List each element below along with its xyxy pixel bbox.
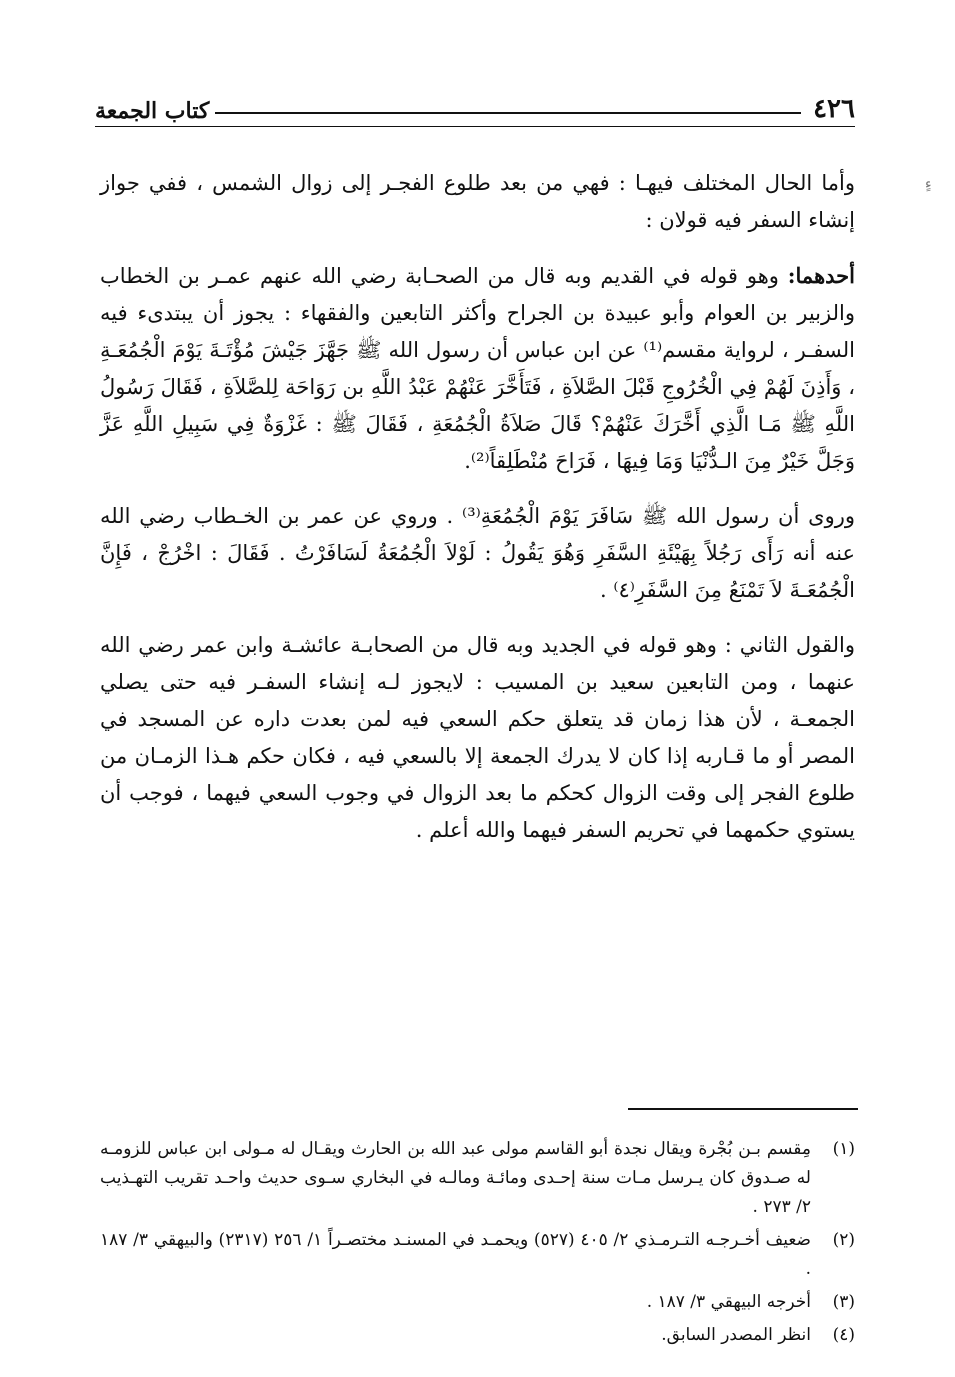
footnote-divider xyxy=(628,1108,858,1110)
running-title: كتاب الجمعة xyxy=(95,98,210,124)
footnote-text: انظر المصدر السابق. xyxy=(661,1325,811,1345)
page-number: ٤٢٦ xyxy=(813,94,855,124)
paragraph-2-lead: أحدهما: xyxy=(787,263,855,288)
page-header xyxy=(95,84,855,124)
footnote-text: أخرجه البيهقي ٣/ ١٨٧ . xyxy=(646,1292,811,1312)
footnote-marker: (١) xyxy=(832,1139,855,1159)
paragraph-2-text: وهو قوله في القديم وبه قال من الصحـابة رضي الله عنهم عمـر بن الخطاب والزبير بن العوام وأبو عبيدة بن الجراح وأكثر التابعين والفقهاء : يجوز أن يبتدىء فيه السفـر ، لرواية مقسم⁽¹⁾ عن ابن عباس أن رسول الله ﷺ جَهَّزَ جَيْشَ مُؤْتَـةَ يَوْمَ الْجُمُعَـةِ ، وَأَذِنَ لَهُمْ فِي الْخُرُوجِ قَبْلَ الصَّلاَةِ ، فَتَأَخَّرَ عَنْهُمْ عَبْدُ اللَّهِ بن رَوَاحَة لِلصَّلاَةِ ، فَقَالَ رَسُولُ اللَّهِ ﷺ مَـا الَّذِي أَخَّرَكَ عَنْهُمْ؟ قَالَ صَلاَةُ الْجُمُعَةِ ، فَقَالَ ﷺ : غَزْوَةٌ فِي سَبِيلِ اللَّهِ عَزَّ وَجَلَّ خَيْرٌ مِنَ الـدُّنْيَا وَمَا فِيهَا ، فَرَاحَ مُنْطَلِقاً⁽²⁾. xyxy=(100,264,855,473)
paragraph-2 xyxy=(100,257,855,480)
paragraph-3: وروى أن رسول الله ﷺ سَافَرَ يَوْمَ الْجُمُعَةِ⁽³⁾ . وروي عن عمر بن الخـطاب رضي الله عنه أنه رَأَى رَجُلاً بِهَيْئَةِ السَّفَرِ وَهُوَ يَقُولُ : لَوْلاَ الْجُمُعَةُ لَسَافَرْتُ . فَقَالَ : اخْرُجْ ، فَإِنَّ الْجُمُعَـةَ لاَ تَمْنَعُ مِنَ السَّفَرِ⁽٤⁾ . xyxy=(100,504,855,602)
paragraph-4: والقول الثاني : وهو قوله في الجديد وبه قال من الصحابـة عائشـة وابن عمر رضي الله عنهما ، ومن التابعين سعيد بن المسيب : لايجوز لـه إنشاء السفـر فيه حتى يصلي الجمعـة ، لأن هذا زمان قد يتعلق حكم السعي فيه لمن بعدت داره عن المسجد في المصر أو ما قـاربه إذا كان لا يدرك الجمعة إلا بالسعي فيه ، فكان حكم هـذا الزمـان من طلوع الفجر إلى وقت الزوال كحكم ما بعد الزوال في وجوب السعي فيهما ، فوجب أن يستوي حكمهما في تحريم السفر فيهما والله أعلم . xyxy=(100,633,855,842)
footnote-item xyxy=(100,1288,855,1317)
footnotes xyxy=(100,1135,855,1354)
footnote-marker: (٣) xyxy=(832,1292,855,1312)
footnote-marker: (٤) xyxy=(832,1325,855,1345)
paragraph-1: وأما الحال المختلف فيهـا : فهي من بعد طلوع الفجـر إلى زوال الشمس ، ففي جواز إنشاء السفر فيه قولان : xyxy=(100,171,855,232)
header-divider xyxy=(95,126,855,127)
footnote-item xyxy=(100,1321,855,1350)
footnote-item xyxy=(100,1226,855,1284)
header-rule xyxy=(215,112,801,114)
main-text xyxy=(100,165,855,867)
footnote-item xyxy=(100,1135,855,1222)
footnote-text: مِقسم بـن بُجْرة ويقال نجدة أبو القاسم مولى عبد الله بن الحارث ويقـال له مـولى ابن عباس للزومـه له صـدوق كان يـرسل مـات سنة إحـدى ومائـة ومالـه في البخاري سـوى حديث واحـد تقريب التهـذيب ٢/ ٢٧٣ . xyxy=(100,1139,811,1217)
margin-mark: ءٍ xyxy=(925,176,932,192)
footnote-text: ضعيف أخـرجـه التـرمـذي ٢/ ٤٠٥ (٥٢٧) ويحمـد في المسنـد مختصـراً ١/ ٢٥٦ (٢٣١٧) والبيهقي ٣/ ١٨٧ . xyxy=(100,1230,811,1279)
footnote-marker: (٢) xyxy=(832,1230,855,1250)
